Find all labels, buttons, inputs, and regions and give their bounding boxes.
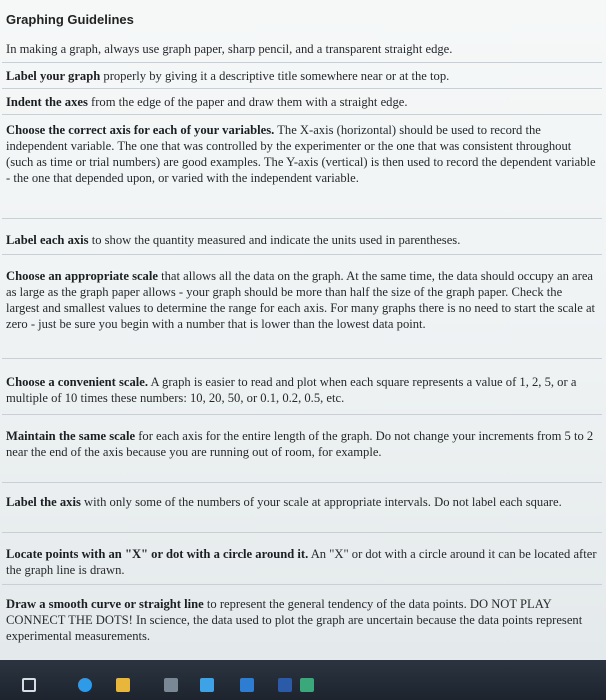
guideline-item (6, 596, 598, 644)
guideline-text: to show the quantity measured and indicate the units used in parentheses. (88, 233, 461, 247)
guideline-item (6, 94, 598, 110)
guideline-item (6, 122, 598, 186)
guideline-text: properly by giving it a descriptive title somewhere near or at the top. (100, 69, 450, 83)
divider (2, 358, 602, 359)
taskbar (0, 660, 606, 700)
guideline-text: for each axis for the entire length of the graph. Do not change your increments from 5 to 2 near the end of the axis because you are running out of room, for example. (6, 429, 594, 459)
guideline-text: from the edge of the paper and draw them with a straight edge. (87, 95, 408, 109)
guideline-item (6, 68, 598, 84)
guideline-text: to represent the general tendency of the data points. DO NOT PLAY CONNECT THE DOTS! In science, the data used to plot the graph are uncertain because the data points represent experimental measurements. (6, 597, 583, 643)
guideline-text: that allows all the data on the graph. At the same time, the data should occupy an area as large as the graph paper allows - your graph should be more than half the size of the graph paper. Check the largest and smallest values to determine the range for each axis. For many graphs there is no need to start the scale at zero - just be sure you begin with a number that is lower than the lowest data point. (6, 269, 596, 331)
guideline-heading: Locate points with an "X" or dot with a circle around it. (6, 547, 309, 561)
store-icon[interactable] (200, 678, 214, 692)
guideline-heading: Indent the axes (6, 95, 88, 109)
guideline-heading: Label your graph (6, 69, 101, 83)
guideline-item (6, 494, 598, 510)
file-explorer-icon[interactable] (116, 678, 130, 692)
mail-icon[interactable] (240, 678, 254, 692)
document-title: Graphing Guidelines (6, 12, 134, 27)
guideline-text: with only some of the numbers of your scale at appropriate intervals. Do not label each square. (80, 495, 562, 509)
divider (2, 218, 602, 219)
divider (2, 414, 602, 415)
intro-paragraph: In making a graph, always use graph paper, sharp pencil, and a transparent straight edge. (6, 42, 453, 56)
guideline-item (6, 428, 598, 460)
guideline-text: A graph is easier to read and plot when each square represents a value of 1, 2, 5, or a multiple of 10 times these numbers: 10, 20, 50, or 0.1, 0.2, 0.5, etc. (6, 375, 577, 405)
divider (2, 114, 602, 115)
guideline-heading: Choose the correct axis for each of your variables. (6, 123, 275, 137)
divider (2, 532, 602, 533)
task-view-icon[interactable] (22, 678, 36, 692)
guideline-heading: Label the axis (6, 495, 81, 509)
guideline-heading: Choose a convenient scale. (6, 375, 149, 389)
divider (2, 62, 602, 63)
guideline-text: The X-axis (horizontal) should be used to record the independent variable. The one that was controlled by the experimenter or the one that was consistent throughout (such as time or trial numbers) are good examples. The Y-axis (vertical) is then used to record the dependent variable - the one that depended upon, or varied with the independent variable. (6, 123, 596, 185)
divider (2, 254, 602, 255)
divider (2, 88, 602, 89)
edge-browser-icon[interactable] (78, 678, 92, 692)
guideline-item (6, 232, 598, 248)
guideline-heading: Maintain the same scale (6, 429, 136, 443)
guideline-item (6, 546, 598, 578)
word-icon[interactable] (278, 678, 292, 692)
guideline-item (6, 374, 598, 406)
divider (2, 482, 602, 483)
guideline-heading: Label each axis (6, 233, 89, 247)
calculator-icon[interactable] (164, 678, 178, 692)
guideline-heading: Choose an appropriate scale (6, 269, 158, 283)
divider (2, 584, 602, 585)
guideline-text: An "X" or dot with a circle around it can be located after the graph line is drawn. (6, 547, 597, 577)
maps-icon[interactable] (300, 678, 314, 692)
guideline-item (6, 268, 598, 332)
guideline-heading: Draw a smooth curve or straight line (6, 597, 204, 611)
